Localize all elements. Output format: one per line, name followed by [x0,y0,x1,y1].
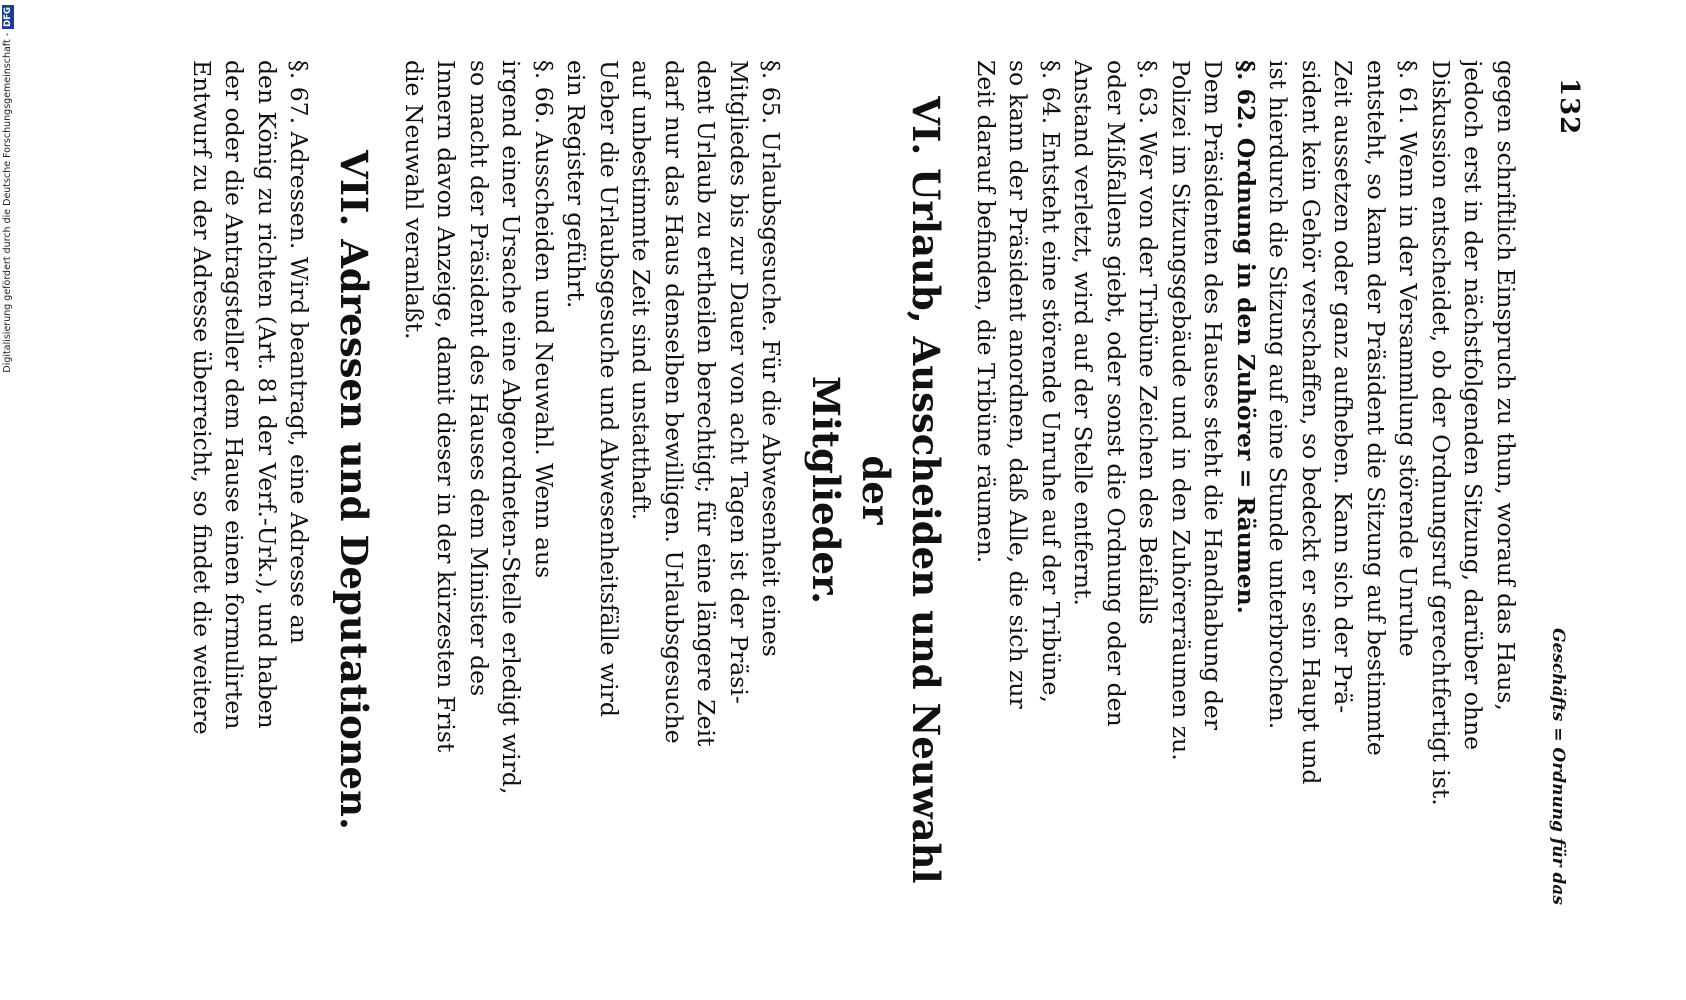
text-line: §. 66. Ausscheiden und Neuwahl. Wenn aus [530,60,558,579]
credit-text: Digitalisierung gefördert durch die Deutsche Forschungsgemeinschaft - [2,32,13,373]
paragraph-63 [1067,60,1165,920]
body-text [186,60,1523,920]
paragraph-67 [186,60,316,920]
text-line: Ueber die Urlaubsgesuche und Abwesenheitsfälle wird [595,60,623,717]
text-line: dent Urlaub zu ertheilen berechtigt; für eine längere Zeit [692,60,721,747]
text-line: Innern davon Anzeige, damit dieser in der kürzesten Frist [432,60,461,753]
paragraph-61 [1262,60,1425,920]
text-line: §. 63. Wer von der Tribüne Zeichen des Beifalls [1134,60,1163,625]
text-line: Entwurf zu der Adresse überreicht, so findet die weitere [188,60,216,735]
text-line: §. 65. Urlaubsgesuche. Für die Abwesenheit eines [757,60,786,657]
text-line: oder Mißfallens giebt, oder sonst die Ordnung oder den [1102,60,1130,727]
header-title: Geschäfts = Ordnung für das [1548,627,1568,905]
dfg-logo: DFG [2,7,13,27]
text-line: irgend einer Ursache eine Abgeordneten-Stelle erledigt wird, [497,60,526,795]
text-line: §. 61. Wenn in der Versammlung störende Unruhe [1394,60,1423,657]
text-line: Mitgliedes bis zur Dauer von acht Tagen ist der Präsi- [725,60,753,704]
section-heading-vi [802,60,952,920]
text-line: §. 67. Adressen. Wird beantragt, eine Adresse an [285,60,314,644]
text-line: Dem Präsidenten des Hauses steht die Handhabung der [1199,60,1228,731]
section-heading-line: VII. Adressen und Deputationen. [332,150,377,830]
section-heading-vii [330,60,380,920]
digitization-credit-strip [0,0,14,1000]
digitization-credit [1,5,15,995]
text-line: Anstand verletzt, wird auf der Stelle entfernt. [1069,60,1098,606]
paragraph-60-continuation [1425,60,1523,920]
paragraph-64 [970,60,1068,920]
text-line: auf unbestimmte Zeit sind unstatthaft. [627,60,656,521]
text-line: so macht der Präsident des Hauses dem Minister des [465,60,493,697]
text-line: den König zu richten (Art. 81 der Verf.-Urk.), und haben [253,60,281,729]
text-line: Zeit darauf befinden, die Tribüne räumen. [972,60,1000,564]
text-line: §. 64. Entsteht eine störende Unruhe auf der Tribüne, [1037,60,1065,703]
paragraph-62 [1165,60,1263,920]
text-line: Zeit aussetzen oder ganz aufheben. Kann sich der Prä- [1329,60,1358,714]
text-line: sident kein Gehör verschaffen, so bedeckt er sein Haupt und [1297,60,1325,785]
text-line: darf nur das Haus denselben bewilligen. Urlaubsgesuche [660,60,688,744]
section-heading-line: Mitglieder. [804,375,849,605]
paragraph-66 [398,60,561,920]
text-line: so kann der Präsident anordnen, daß Alle, die sich zur [1004,60,1033,709]
text-line: ist hierdurch die Sitzung auf eine Stunde unterbrochen. [1264,60,1293,730]
text-line: die Neuwahl veranlaßt. [400,60,428,340]
running-head [1530,60,1590,920]
text-line: Diskussion entscheidet, ob der Ordnungsruf gerechtfertigt ist. [1427,60,1455,806]
page-number: 132 [1554,78,1584,136]
section-heading-line: VI. Urlaub, Ausscheiden und Neuwahl der [854,96,949,884]
text-line: jedoch erst in der nächstfolgenden Sitzung, darüber ohne [1459,60,1488,751]
paragraph-heading: §. 62. Ordnung in den Zuhörer = Räumen. [1232,60,1260,614]
text-line: gegen schriftlich Einspruch zu thun, worauf das Haus, [1492,60,1520,711]
text-line: entsteht, so kann der Präsident die Sitzung auf bestimmte [1362,60,1390,756]
scanned-book-page [180,60,1590,920]
text-line: ein Register geführt. [562,60,591,309]
text-line: der oder die Antragsteller dem Hause einen formulirten [220,60,249,730]
text-line: Polizei im Sitzungsgebäude und in den Zuhörerräumen zu. [1167,60,1195,761]
paragraph-65 [560,60,788,920]
